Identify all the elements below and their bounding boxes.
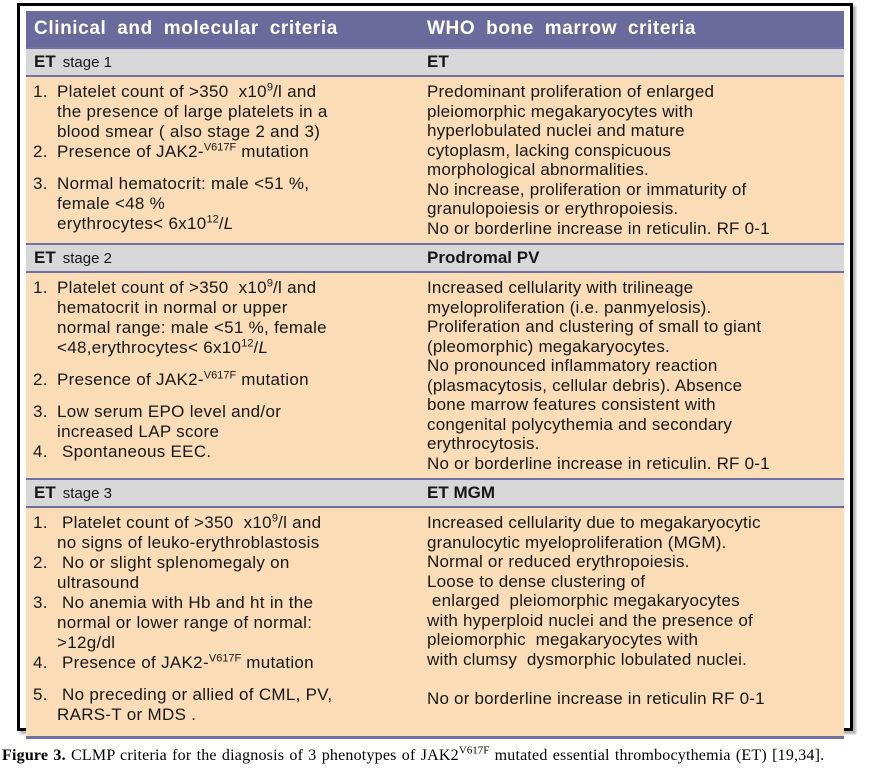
stage1-label xyxy=(26,52,422,72)
stage3-label-rest: stage 3 xyxy=(62,485,112,502)
criteria-item-text: Spontaneous EEC. xyxy=(57,442,212,461)
criteria-item-text: Presence of JAK2-$^{V617F}$ mutation xyxy=(57,369,309,389)
stage2-band xyxy=(26,243,844,273)
criteria-item-text: Presence of JAK2-$^{V617F}$ mutation xyxy=(57,652,314,672)
stage2-body xyxy=(26,273,844,478)
stage1-who-title: ET xyxy=(427,52,449,71)
criteria-item-text: Platelet count of >350 $x10^9/l$ and the presence of large platelets in a blood smear ( also stage 2 and 3) xyxy=(57,81,328,141)
stage1-clinical-list xyxy=(26,82,422,238)
criteria-item-text: No or slight splenomegaly on ultrasound xyxy=(57,553,290,592)
criteria-item xyxy=(30,142,422,162)
stage2-marrow-text: Increased cellularity with trilineage myeloproliferation (i.e. panmyelosis). Proliferation and clustering of small to giant (pleomorphic) megakaryocytes. No pronounced inflammatory reaction (plasmacytosis, cellular debris). Absence bone marrow features consistent with congenital polycythemia and secondary erythrocytosis. No or borderline increase in reticulin. RF 0-1 xyxy=(427,278,770,473)
criteria-item-number: 4. xyxy=(33,442,48,461)
criteria-item-text: Low serum EPO level and/or increased LAP score xyxy=(57,402,282,441)
criteria-item-text: Platelet count of >350 $x10^9/l$ and hematocrit in normal or upper normal range: male <51 %, female <48,erythrocytes< $6x10^{12}/L$ xyxy=(57,277,327,357)
criteria-item-number: 3. xyxy=(33,402,48,421)
stage1-label-et: ET xyxy=(34,52,56,71)
criteria-item-number: 2. xyxy=(33,142,48,161)
criteria-item-number: 2. xyxy=(33,370,48,389)
criteria-item-text: No preceding or allied of CML, PV, RARS-T or MDS . xyxy=(57,685,333,724)
stage3-label-et: ET xyxy=(34,483,56,502)
criteria-item xyxy=(30,653,422,673)
stage3-clinical-list xyxy=(26,513,422,731)
header-clinical-criteria: Clinical and molecular criteria xyxy=(34,18,338,39)
stage1-body xyxy=(26,77,844,243)
criteria-item xyxy=(30,278,422,358)
criteria-item xyxy=(30,593,422,653)
stage3-label xyxy=(26,483,422,503)
criteria-item-number: 3. xyxy=(33,593,48,612)
stage1-label-rest: stage 1 xyxy=(62,54,112,71)
stage2-label xyxy=(26,248,422,268)
criteria-item-number: 1. xyxy=(33,278,48,297)
criteria-table-frame xyxy=(17,3,853,731)
figure-caption: Figure 3. CLMP criteria for the diagnosis of 3 phenotypes of $JAK2^{V617F}$ mutated essential thrombocythemia (ET) [19,34]. xyxy=(2,744,825,764)
criteria-item xyxy=(30,402,422,442)
criteria-item-number: 1. xyxy=(33,513,48,532)
stage2-who-title: Prodromal PV xyxy=(427,248,540,267)
criteria-item xyxy=(30,82,422,142)
bottom-rule xyxy=(26,736,844,739)
stage2-clinical-list xyxy=(26,278,422,473)
criteria-item xyxy=(30,442,422,462)
criteria-item xyxy=(30,370,422,390)
criteria-item-number: 5. xyxy=(33,685,48,704)
stage1-marrow-text: Predominant proliferation of enlarged pleiomorphic megakaryocytes with hyperlobulated nuclei and mature cytoplasm, lacking conspicuous morphological abnormalities. No increase, proliferation or immaturity of granulopoiesis or erythropoiesis. No or borderline increase in reticulin. RF 0-1 xyxy=(427,82,770,238)
stage3-body xyxy=(26,508,844,736)
criteria-item-text: Platelet count of >350 $x10^9/l$ and no signs of leuko-erythroblastosis xyxy=(57,512,322,552)
criteria-item-text: Presence of JAK2-$^{V617F}$ mutation xyxy=(57,141,309,161)
criteria-item xyxy=(30,685,422,725)
stage3-who-title: ET MGM xyxy=(427,483,495,502)
criteria-item xyxy=(30,513,422,553)
criteria-item-text: Normal hematocrit: male <51 %, female <48 % erythrocytes< $6x10^{12}/L$ xyxy=(57,174,310,233)
stage1-band xyxy=(26,47,844,77)
criteria-item-number: 2. xyxy=(33,553,48,572)
criteria-item-number: 3. xyxy=(33,174,48,193)
criteria-item-text: No anemia with Hb and ht in the normal or lower range of normal: >12g/dl xyxy=(57,593,314,652)
criteria-item-number: 4. xyxy=(33,653,48,672)
stage3-band xyxy=(26,478,844,508)
criteria-item-number: 1. xyxy=(33,82,48,101)
criteria-item xyxy=(30,553,422,593)
stage2-label-et: ET xyxy=(34,248,56,267)
stage3-marrow-text: Increased cellularity due to megakaryocytic granulocytic myeloproliferation (MGM). Normal or reduced erythropoiesis. Loose to dense clustering of enlarged pleiomorphic megakaryocytes with hyperploid nuclei and the presence of pleiomorphic megakaryocytes with with clumsy dysmorphic lobulated nuclei. No or borderline increase in reticulin RF 0-1 xyxy=(427,513,765,708)
stage2-label-rest: stage 2 xyxy=(62,250,112,267)
table-header-row xyxy=(26,11,844,47)
criteria-item xyxy=(30,174,422,234)
header-who-criteria: WHO bone marrow criteria xyxy=(427,18,697,39)
